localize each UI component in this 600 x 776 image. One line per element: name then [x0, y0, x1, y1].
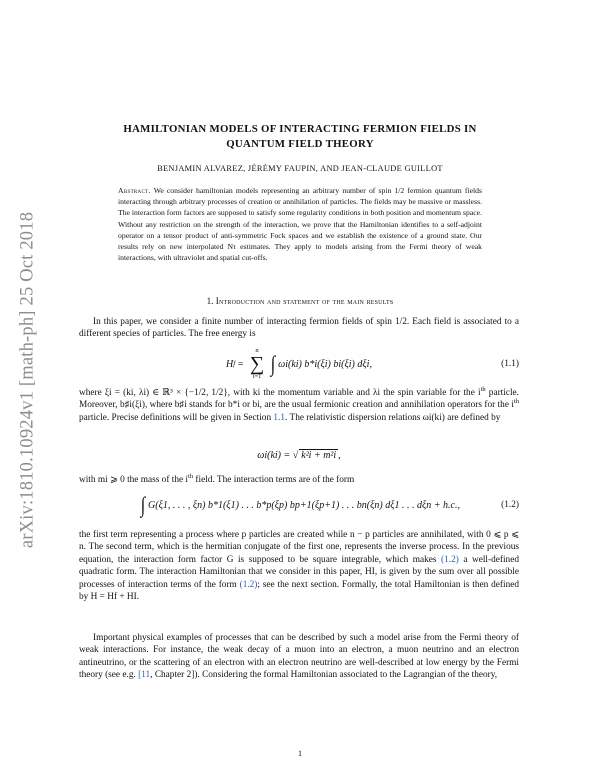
paragraph-intro	[79, 316, 519, 341]
eq2-number: (1.2)	[501, 500, 519, 510]
equation-reference-link[interactable]: (1.2)	[239, 579, 258, 590]
abstract-text: We consider hamiltonian models representing an arbitrary number of spin 1/2 fermion quantum fields interacting through arbitrary processes of creation or annihilation of particles. The fields may be massive or massless. The interaction form factors are supposed to satisfy some regularity conditions in both position and momentum space. Without any restriction on the strength of the interaction, we prove that the Hamiltonian identifies to a self-adjoint operator on a tensor product of anti-symmetric Fock spaces and we establish the existence of a ground state. Our results rely on new interpolated Nτ estimates. They apply to models arising from the Fermi theory of weak interactions, with ultraviolet and spatial cut-offs.	[118, 186, 482, 263]
equation-1-1: H f = n ∑ i=1 ∫ ωi(ki) b*i(ξi) bi(ξi) dξi, (1.1)	[226, 346, 519, 380]
dispersion-relation: ωi(ki) = √ k²i + m²i ,	[257, 449, 341, 461]
paragraph-physical-examples-part-a: Important physical examples of processes that can be described by such a model arise from the Fermi theory of weak interactions. For instance, the weak decay of a muon into an electron, a muon neutrino and an electron antineutrino, or the scattering of an electron with an electron neutrino are well-described at low energy by the Fermi theory (see e.g.	[79, 633, 519, 681]
abstract-label: Abstract.	[118, 186, 151, 195]
paragraph-interaction-part-c: ; see the next section. Formally, the total Hamiltonian is then defined by H = Hf + HI.	[79, 579, 519, 603]
eq1-lhs: H	[226, 358, 234, 370]
paragraph-definitions	[79, 387, 519, 424]
omega-radicand: k²i + m²i	[301, 450, 337, 461]
omega-tail: ,	[338, 449, 341, 461]
sum-lower-limit: i=1	[252, 373, 262, 380]
paragraph-definitions-part-a: where ξi = (ki, λi) ∈ ℝ³ × {−1/2, 1/2}, with ki the momentum variable and λi the spin variable for the i	[79, 388, 481, 398]
page-number: 1	[298, 749, 302, 758]
section-reference-link[interactable]: 1.1	[273, 412, 286, 423]
eq1-body: ωi(ki) b*i(ξi) bi(ξi) dξi,	[278, 358, 372, 370]
eq1-lhs-sub: f	[233, 360, 236, 368]
author-list: BENJAMIN ALVAREZ, JÉRÉMY FAUPIN, AND JEAN-CLAUDE GUILLOT	[157, 164, 443, 173]
citation-link[interactable]: [11	[138, 670, 151, 681]
integral-symbol: ∫	[140, 492, 146, 517]
paragraph-definitions-part-d: . The relativistic dispersion relations ωi(ki) are defined by	[285, 412, 501, 423]
title-line-2: QUANTUM FIELD THEORY	[226, 138, 374, 150]
omega-lhs: ωi(ki) =	[257, 449, 291, 461]
paragraph-interaction-part-a: the first term representing a process where p particles are created while n − p particles are annihilated, with 0 ⩽ p ⩽ n. The second term, which is the hermitian conjugate of the first one, represents the inverse process. In the previous equation, the interaction form factor G is supposed to be square integrable, which makes	[79, 530, 519, 565]
sum-upper-limit: n	[255, 346, 259, 354]
ordinal-superscript: th	[480, 385, 486, 393]
paragraph-intro-text: In this paper, we consider a finite number of interacting fermion fields of spin 1/2. Each field is associated to a different species of particles. The free energy is	[79, 317, 519, 340]
eq1-number: (1.1)	[501, 359, 519, 369]
paragraph-mass-part-a: with mi ⩾ 0 the mass of the i	[79, 475, 189, 485]
abstract	[118, 185, 482, 263]
eq2-body: G(ξ1, . . . , ξn) b*1(ξ1) . . . b*p(ξp) bp+1(ξp+1) . . . bn(ξn) dξ1 . . . dξn + h.c.,	[148, 499, 460, 511]
paragraph-interaction	[79, 529, 519, 603]
integral-symbol: ∫	[270, 351, 276, 376]
ordinal-superscript: th	[188, 472, 194, 480]
ordinal-superscript: th	[513, 398, 519, 406]
paragraph-mass	[79, 474, 519, 486]
paragraph-definitions-part-b: particle. Moreover, b♯i(ξi), where b♯i stands for b*i or bi, are the usual fermionic creation and annihilation operators for the i	[79, 388, 519, 411]
section-heading	[80, 296, 520, 306]
equation-reference-link[interactable]: (1.2)	[441, 554, 459, 565]
section-title: Introduction and statement of the main results	[215, 296, 394, 306]
section-number: 1.	[206, 296, 214, 306]
paragraph-physical-examples	[79, 632, 519, 682]
summation-symbol: n ∑ i=1	[249, 346, 265, 380]
title-line-1: HAMILTONIAN MODELS OF INTERACTING FERMION FIELDS IN	[123, 123, 477, 135]
equation-1-2	[79, 488, 519, 522]
paper-title	[90, 122, 510, 152]
arxiv-stamp-text: arXiv:1810.10924v1 [math-ph] 25 Oct 2018	[17, 211, 38, 549]
paragraph-definitions-part-c: particle. Precise definitions will be given in Section	[79, 412, 274, 423]
arxiv-identifier-stamp	[8, 180, 48, 580]
paragraph-interaction-part-b: a well-defined quadratic form. The interaction Hamiltonian that we consider in this paper, HI, is given by the sum over all possible processes of interaction terms of the form	[79, 554, 519, 590]
paragraph-physical-examples-part-b: , Chapter 2]). Considering the formal Hamiltonian associated to the Lagrangian of the theory,	[150, 670, 498, 681]
paragraph-mass-part-b: field. The interaction terms are of the form	[193, 475, 355, 485]
